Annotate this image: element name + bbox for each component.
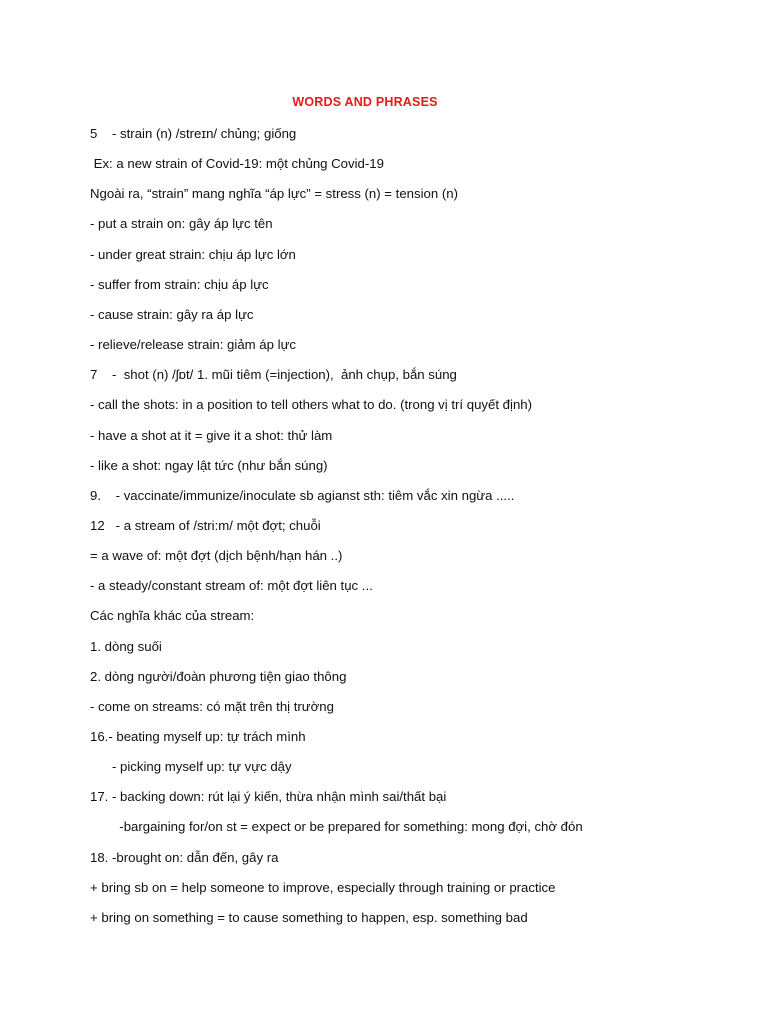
text-line: 5 - strain (n) /streɪn/ chủng; giống bbox=[90, 126, 297, 141]
text-line: - put a strain on: gây áp lực tên bbox=[90, 216, 273, 232]
text-line: 16.- beating myself up: tự trách mình bbox=[90, 729, 306, 744]
text-line: - suffer from strain: chịu áp lực bbox=[90, 276, 269, 292]
text-line: - like a shot: ngay lật tức (như bắn súng) bbox=[90, 457, 328, 473]
text-line: 7 - shot (n) /ʃɒt/ 1. mũi tiêm (=injection), ảnh chụp, bắn súng bbox=[90, 367, 457, 383]
text-line: = a wave of: một đợt (dịch bệnh/hạn hán ..) bbox=[90, 548, 343, 564]
text-line: -bargaining for/on st = expect or be prepared for something: mong đợi, chờ đón bbox=[90, 819, 583, 835]
text-line: Các nghĩa khác của stream: bbox=[90, 608, 255, 624]
text-line: + bring on something = to cause something to happen, esp. something bad bbox=[90, 909, 528, 925]
text-line: 18. -brought on: dẫn đến, gây ra bbox=[90, 849, 279, 865]
text-line: Ngoài ra, “strain” mang nghĩa “áp lực” = stress (n) = tension (n) bbox=[90, 186, 458, 202]
text-line: 1. dòng suối bbox=[90, 638, 162, 654]
text-line: - relieve/release strain: giảm áp lực bbox=[90, 337, 296, 353]
text-line: 9. - vaccinate/immunize/inoculate sb agianst sth: tiêm vắc xin ngừa ..... bbox=[90, 487, 515, 503]
text-line: + bring sb on = help someone to improve, especially through training or practice bbox=[90, 879, 556, 895]
text-line: Ex: a new strain of Covid-19: một chủng Covid-19 bbox=[90, 156, 384, 172]
text-line: - picking myself up: tự vực dậy bbox=[90, 759, 292, 775]
page-title: WORDS AND PHRASES bbox=[292, 95, 438, 109]
text-line: 2. dòng người/đoàn phương tiện giao thông bbox=[90, 668, 347, 684]
text-line: - a steady/constant stream of: một đợt liên tục ... bbox=[90, 578, 373, 594]
text-line: - come on streams: có mặt trên thị trường bbox=[90, 698, 334, 714]
text-line: - under great strain: chịu áp lực lớn bbox=[90, 246, 296, 262]
text-line: - call the shots: in a position to tell others what to do. (trong vị trí quyết định) bbox=[90, 397, 533, 413]
text-line: - have a shot at it = give it a shot: thử làm bbox=[90, 427, 333, 443]
text-line: - cause strain: gây ra áp lực bbox=[90, 306, 254, 322]
text-line: 12 - a stream of /stri:m/ một đợt; chuỗi bbox=[90, 517, 321, 533]
text-line: 17. - backing down: rút lại ý kiến, thừa nhận mình sai/thất bại bbox=[90, 789, 447, 805]
